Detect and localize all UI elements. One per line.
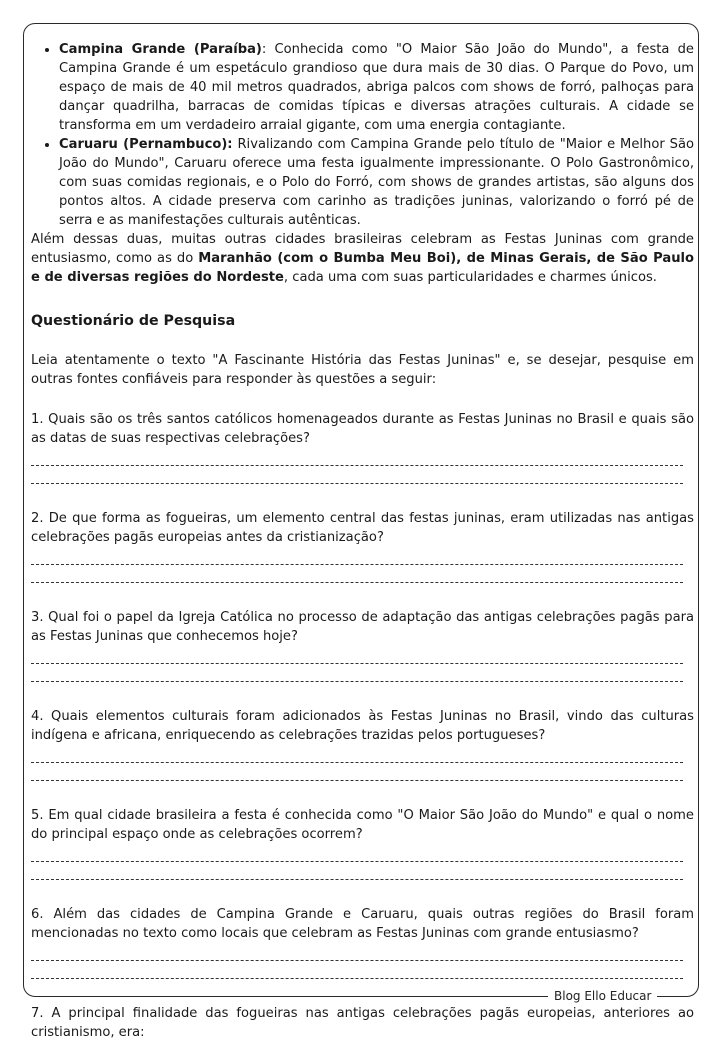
- question-text: 1. Quais são os três santos católicos homenageados durante as Festas Juninas no Brasil e quais são as datas de suas respectivas celebrações?: [31, 412, 694, 446]
- list-item: [59, 135, 694, 230]
- section-title: Questionário de Pesquisa: [31, 313, 236, 329]
- answer-area[interactable]: [31, 762, 694, 785]
- city-description: Rivalizando com Campina Grande pelo título de "Maior e Melhor São João do Mundo", Caruaru oferece uma festa igualmente impressionante. O Polo Gastronômico, com suas comidas regionais, e o Polo do Forró, com shows de grandes artistas, são alguns dos pontos altos. A cidade preserva com carinho as tradições juninas, valorizando o forró pé de serra e as manifestações culturais autênticas.: [59, 137, 694, 228]
- answer-line: [31, 681, 683, 682]
- question: [31, 509, 694, 587]
- instructions: Leia atentamente o texto "A Fascinante História das Festas Juninas" e, se desejar, pesquise em outras fontes confiáveis para responder às questões a seguir:: [31, 353, 694, 387]
- answer-line: [31, 582, 683, 583]
- city-list: [31, 40, 694, 230]
- city-name: Campina Grande (Paraíba): [59, 42, 262, 57]
- answer-line: [31, 861, 683, 862]
- question-text: 4. Quais elementos culturais foram adicionados às Festas Juninas no Brasil, vindo das culturas indígena e africana, enriquecendo as celebrações trazidas pelos portugueses?: [31, 709, 694, 743]
- answer-line: [31, 465, 683, 466]
- question-text: 3. Qual foi o papel da Igreja Católica no processo de adaptação das antigas celebrações pagãs para as Festas Juninas que conhecemos hoje?: [31, 610, 694, 644]
- answer-line: [31, 762, 683, 763]
- closing-paragraph: Além dessas duas, muitas outras cidades brasileiras celebram as Festas Juninas com grande entusiasmo, como as do Maranhão (com o Bumba Meu Boi), de Minas Gerais, de São Paulo e de diversas regiões do Nordeste, cada uma com suas particularidades e charmes únicos.: [31, 232, 694, 285]
- question: [31, 905, 694, 983]
- question: [31, 410, 694, 488]
- answer-area[interactable]: [31, 861, 694, 884]
- footer-credit: Blog Ello Educar: [548, 987, 657, 1005]
- question-text: 2. De que forma as fogueiras, um elemento central das festas juninas, eram utilizadas nas antigas celebrações pagãs europeias antes da cristianização?: [31, 511, 694, 545]
- answer-line: [31, 780, 683, 781]
- question-text: 6. Além das cidades de Campina Grande e Caruaru, quais outras regiões do Brasil foram mencionadas no texto como locais que celebram as Festas Juninas com grande entusiasmo?: [31, 907, 694, 941]
- answer-line: [31, 564, 683, 565]
- answer-line: [31, 978, 683, 979]
- list-item: [59, 40, 694, 135]
- question: [31, 707, 694, 785]
- answer-area[interactable]: [31, 960, 694, 983]
- question: [31, 806, 694, 884]
- question-text: 5. Em qual cidade brasileira a festa é conhecida como "O Maior São João do Mundo" e qual o nome do principal espaço onde as celebrações ocorrem?: [31, 808, 694, 842]
- answer-line: [31, 960, 683, 961]
- answer-area[interactable]: [31, 465, 694, 488]
- answer-area[interactable]: [31, 564, 694, 587]
- question-text: 7. A principal finalidade das fogueiras nas antigas celebrações pagãs europeias, anteriores ao cristianismo, era:: [31, 1006, 694, 1040]
- highlighted-regions: Maranhão (com o Bumba Meu Boi), de Minas Gerais, de São Paulo e de diversas regiões do Nordeste: [31, 251, 694, 285]
- answer-line: [31, 663, 683, 664]
- answer-line: [31, 879, 683, 880]
- question: [31, 1004, 694, 1042]
- answer-area[interactable]: [31, 663, 694, 686]
- answer-line: [31, 483, 683, 484]
- city-name: Caruaru (Pernambuco):: [59, 137, 233, 152]
- city-description: : Conhecida como "O Maior São João do Mundo", a festa de Campina Grande é um espetáculo grandioso que dura mais de 30 dias. O Parque do Povo, um espaço de mais de 40 mil metros quadrados, abriga palcos com shows de forró, palhoças para dançar quadrilha, barracas de comidas típicas e diversas atrações culturais. A cidade se transforma em um verdadeiro arraial gigante, com uma energia contagiante.: [59, 42, 694, 133]
- question: [31, 608, 694, 686]
- document-body: [31, 40, 694, 1042]
